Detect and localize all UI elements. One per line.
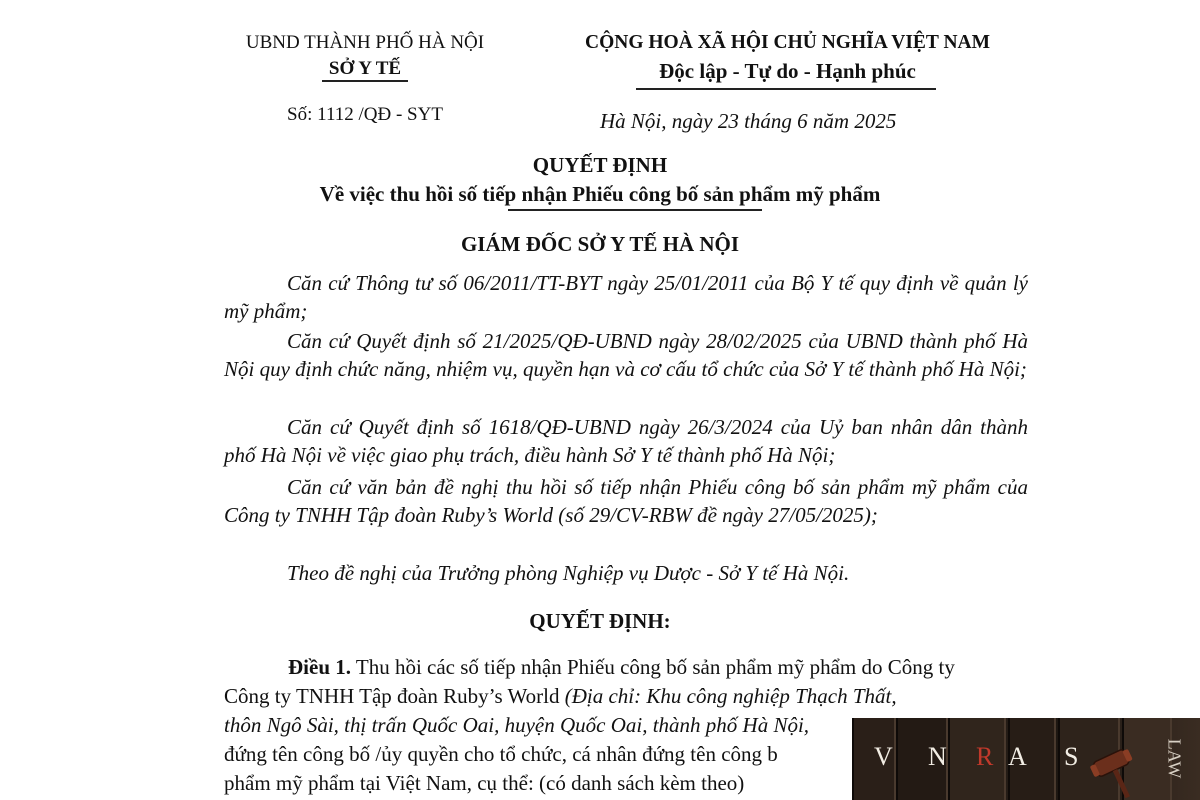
department-underline	[322, 80, 408, 82]
country-name: CỘNG HOÀ XÃ HỘI CHỦ NGHĨA VIỆT NAM	[584, 32, 991, 53]
issuer-title: GIÁM ĐỐC SỞ Y TẾ HÀ NỘI	[460, 232, 740, 256]
decision-subject: Về việc thu hồi số tiếp nhận Phiếu công bố sản phẩm mỹ phẩm	[319, 182, 881, 206]
legal-basis-4: Căn cứ văn bản đề nghị thu hồi số tiếp nhận Phiếu công bố sản phẩm mỹ phẩm của Công ty TNHH Tập đoàn Ruby’s World (số 29/CV-RBW đề ngày 27/05/2025);	[224, 475, 1028, 527]
article-1-line-1: Điều 1. Thu hồi các số tiếp nhận Phiếu công bố sản phẩm mỹ phẩm do Công ty	[288, 655, 955, 679]
logo-letter-n: N	[928, 742, 949, 771]
article-1-line-4: đứng tên công bố /ủy quyền cho tổ chức, cá nhân đứng tên công b	[224, 742, 778, 766]
subject-underline	[508, 209, 762, 211]
legal-basis-3: Căn cứ Quyết định số 1618/QĐ-UBND ngày 26/3/2024 của Uỷ ban nhân dân thành phố Hà Nội về việc giao phụ trách, điều hành Sở Y tế thành phố Hà Nội;	[224, 415, 1028, 467]
legal-basis-5: Theo đề nghị của Trưởng phòng Nghiệp vụ Dược - Sở Y tế Hà Nội.	[287, 561, 850, 585]
decision-title: QUYẾT ĐỊNH	[532, 153, 668, 177]
logo-letter-s: S	[1064, 742, 1081, 771]
logo-letter-r: R	[976, 742, 996, 771]
article-1-line-5: phẩm mỹ phẩm tại Việt Nam, cụ thể: (có danh sách kèm theo)	[224, 771, 745, 795]
logo-letter-a: A	[1008, 742, 1029, 771]
department-name: SỞ Y TẾ	[328, 58, 402, 79]
article-1-line-3: thôn Ngô Sài, thị trấn Quốc Oai, huyện Quốc Oai, thành phố Hà Nội,	[224, 713, 810, 737]
article-1-label: Điều 1.	[288, 655, 351, 679]
vnras-law-logo	[852, 718, 1200, 800]
issuing-authority: UBND THÀNH PHỐ HÀ NỘI	[245, 32, 485, 53]
place-date: Hà Nội, ngày 23 tháng 6 năm 2025	[600, 109, 897, 133]
decision-heading: QUYẾT ĐỊNH:	[529, 609, 671, 633]
article-1-line-2: Công ty TNHH Tập đoàn Ruby’s World (Địa chỉ: Khu công nghiệp Thạch Thất,	[224, 684, 897, 708]
logo-letter-v: V	[874, 742, 895, 771]
motto-underline	[636, 88, 936, 90]
document-number: Số: 1112 /QĐ - SYT	[287, 104, 443, 125]
legal-basis-1: Căn cứ Thông tư số 06/2011/TT-BYT ngày 25/01/2011 của Bộ Y tế quy định về quản lý mỹ phẩm;	[224, 271, 1028, 323]
gavel-icon	[1080, 742, 1160, 798]
logo-law-text: LAW	[1164, 738, 1185, 779]
legal-basis-2: Căn cứ Quyết định số 21/2025/QĐ-UBND ngày 28/02/2025 của UBND thành phố Hà Nội quy định chức năng, nhiệm vụ, quyền hạn và cơ cấu tổ chức của Sở Y tế thành phố Hà Nội;	[224, 329, 1028, 381]
national-motto: Độc lập - Tự do - Hạnh phúc	[659, 59, 916, 83]
